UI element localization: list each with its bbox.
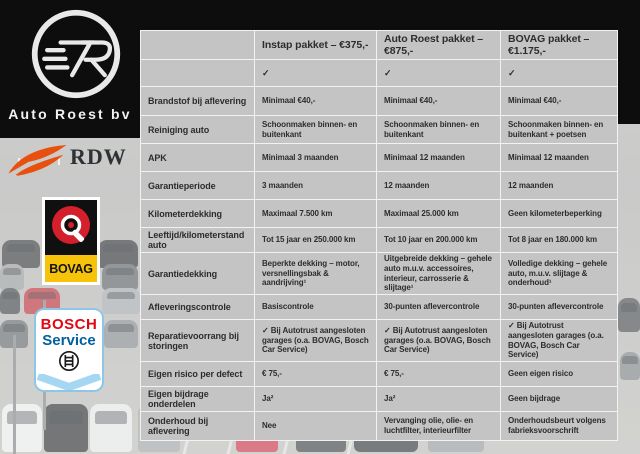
cell: 3 maanden bbox=[255, 172, 377, 200]
check-cell: ✓ bbox=[501, 60, 618, 87]
row-label: Kilometerdekking bbox=[141, 200, 255, 228]
cell: ✓ Bij Autotrust aangesloten garages (o.a. BOVAG, Bosch Car Service) bbox=[377, 320, 501, 362]
cell: Minimaal 12 maanden bbox=[501, 144, 618, 172]
bosch-service-logo bbox=[34, 308, 104, 392]
bosch-service-text: Service bbox=[42, 332, 96, 349]
cell: Geen kilometerbeperking bbox=[501, 200, 618, 228]
bovag-emblem-icon bbox=[45, 200, 97, 255]
header-bovag: BOVAG pakket – €1.175,- bbox=[501, 31, 618, 60]
cell: Maximaal 25.000 km bbox=[377, 200, 501, 228]
table-row bbox=[141, 387, 618, 412]
dealer-name: Auto Roest bv bbox=[8, 106, 132, 122]
cell: Minimaal 12 maanden bbox=[377, 144, 501, 172]
table-row bbox=[141, 362, 618, 387]
bovag-logo bbox=[42, 197, 100, 285]
cell: Geen eigen risico bbox=[501, 362, 618, 387]
row-label: APK bbox=[141, 144, 255, 172]
row-label: Brandstof bij aflevering bbox=[141, 87, 255, 116]
cell: 12 maanden bbox=[377, 172, 501, 200]
bovag-text: BOVAG bbox=[49, 261, 93, 276]
cell: Geen bijdrage bbox=[501, 387, 618, 412]
cell: ✓ Bij Autotrust aangesloten garages (o.a. BOVAG, Bosch Car Service) bbox=[255, 320, 377, 362]
cell: Volledige dekking – gehele auto, m.u.v. slijtage & onderhoud¹ bbox=[501, 253, 618, 295]
table-row bbox=[141, 172, 618, 200]
row-label: Afleveringscontrole bbox=[141, 295, 255, 320]
bosch-text: BOSCH bbox=[40, 316, 98, 333]
table-row bbox=[141, 253, 618, 295]
cell: Ja² bbox=[377, 387, 501, 412]
cell: Tot 15 jaar en 250.000 km bbox=[255, 228, 377, 253]
cell: Tot 10 jaar en 200.000 km bbox=[377, 228, 501, 253]
cell: Nee bbox=[255, 412, 377, 441]
row-label: Eigen risico per defect bbox=[141, 362, 255, 387]
header-empty-cell bbox=[141, 31, 255, 60]
table-row bbox=[141, 116, 618, 144]
cell: Schoonmaken binnen- en buitenkant + poetsen bbox=[501, 116, 618, 144]
table-row bbox=[141, 144, 618, 172]
table-row bbox=[141, 320, 618, 362]
package-comparison-table bbox=[140, 30, 618, 441]
header-instap: Instap pakket – €375,- bbox=[255, 31, 377, 60]
bosch-armature-icon bbox=[58, 350, 80, 372]
table-header-row bbox=[141, 31, 618, 60]
rdw-logo bbox=[6, 136, 130, 186]
cell: Maximaal 7.500 km bbox=[255, 200, 377, 228]
row-label: Leeftijd/kilometerstand auto bbox=[141, 228, 255, 253]
row-label: Eigen bijdrage onderdelen bbox=[141, 387, 255, 412]
cell: Basiscontrole bbox=[255, 295, 377, 320]
table-row bbox=[141, 228, 618, 253]
cell: Schoonmaken binnen- en buitenkant bbox=[377, 116, 501, 144]
cell: Minimaal €40,- bbox=[255, 87, 377, 116]
cell: 30-punten aflevercontrole bbox=[501, 295, 618, 320]
table-row bbox=[141, 412, 618, 441]
row-label bbox=[141, 60, 255, 87]
bosch-chevron-icon bbox=[37, 374, 101, 390]
row-label: Reparatievoorrang bij storingen bbox=[141, 320, 255, 362]
table-row bbox=[141, 60, 618, 87]
right-black-band bbox=[616, 0, 640, 124]
rdw-text: RDW bbox=[70, 144, 127, 169]
cell: ✓ Bij Autotrust aangesloten garages (o.a. BOVAG, Bosch Car Service) bbox=[501, 320, 618, 362]
table-row bbox=[141, 200, 618, 228]
row-label: Garantiedekking bbox=[141, 253, 255, 295]
rdw-wing-icon bbox=[6, 144, 72, 180]
cell: Minimaal €40,- bbox=[377, 87, 501, 116]
row-label: Garantieperiode bbox=[141, 172, 255, 200]
cell: Ja² bbox=[255, 387, 377, 412]
cell: 12 maanden bbox=[501, 172, 618, 200]
bovag-label-band bbox=[45, 255, 97, 282]
table-row bbox=[141, 87, 618, 116]
cell: Vervanging olie, olie- en luchtfilter, interieurfilter bbox=[377, 412, 501, 441]
check-cell: ✓ bbox=[377, 60, 501, 87]
cell: Schoonmaken binnen- en buitenkant bbox=[255, 116, 377, 144]
cell: Minimaal €40,- bbox=[501, 87, 618, 116]
cell: Beperkte dekking – motor, versnellingsbak & aandrijving¹ bbox=[255, 253, 377, 295]
auto-roest-logo-icon bbox=[28, 6, 124, 102]
check-cell: ✓ bbox=[255, 60, 377, 87]
row-label: Onderhoud bij aflevering bbox=[141, 412, 255, 441]
cell: Tot 8 jaar en 180.000 km bbox=[501, 228, 618, 253]
cell: € 75,- bbox=[377, 362, 501, 387]
row-label: Reiniging auto bbox=[141, 116, 255, 144]
header-auto-roest: Auto Roest pakket – €875,- bbox=[377, 31, 501, 60]
cell: Uitgebreide dekking – gehele auto m.u.v. accessoires, interieur, carrosserie & slijtage¹ bbox=[377, 253, 501, 295]
cell: 30-punten aflevercontrole bbox=[377, 295, 501, 320]
cell: € 75,- bbox=[255, 362, 377, 387]
cell: Minimaal 3 maanden bbox=[255, 144, 377, 172]
table-row bbox=[141, 295, 618, 320]
cell: Onderhoudsbeurt volgens fabrieksvoorschrift bbox=[501, 412, 618, 441]
